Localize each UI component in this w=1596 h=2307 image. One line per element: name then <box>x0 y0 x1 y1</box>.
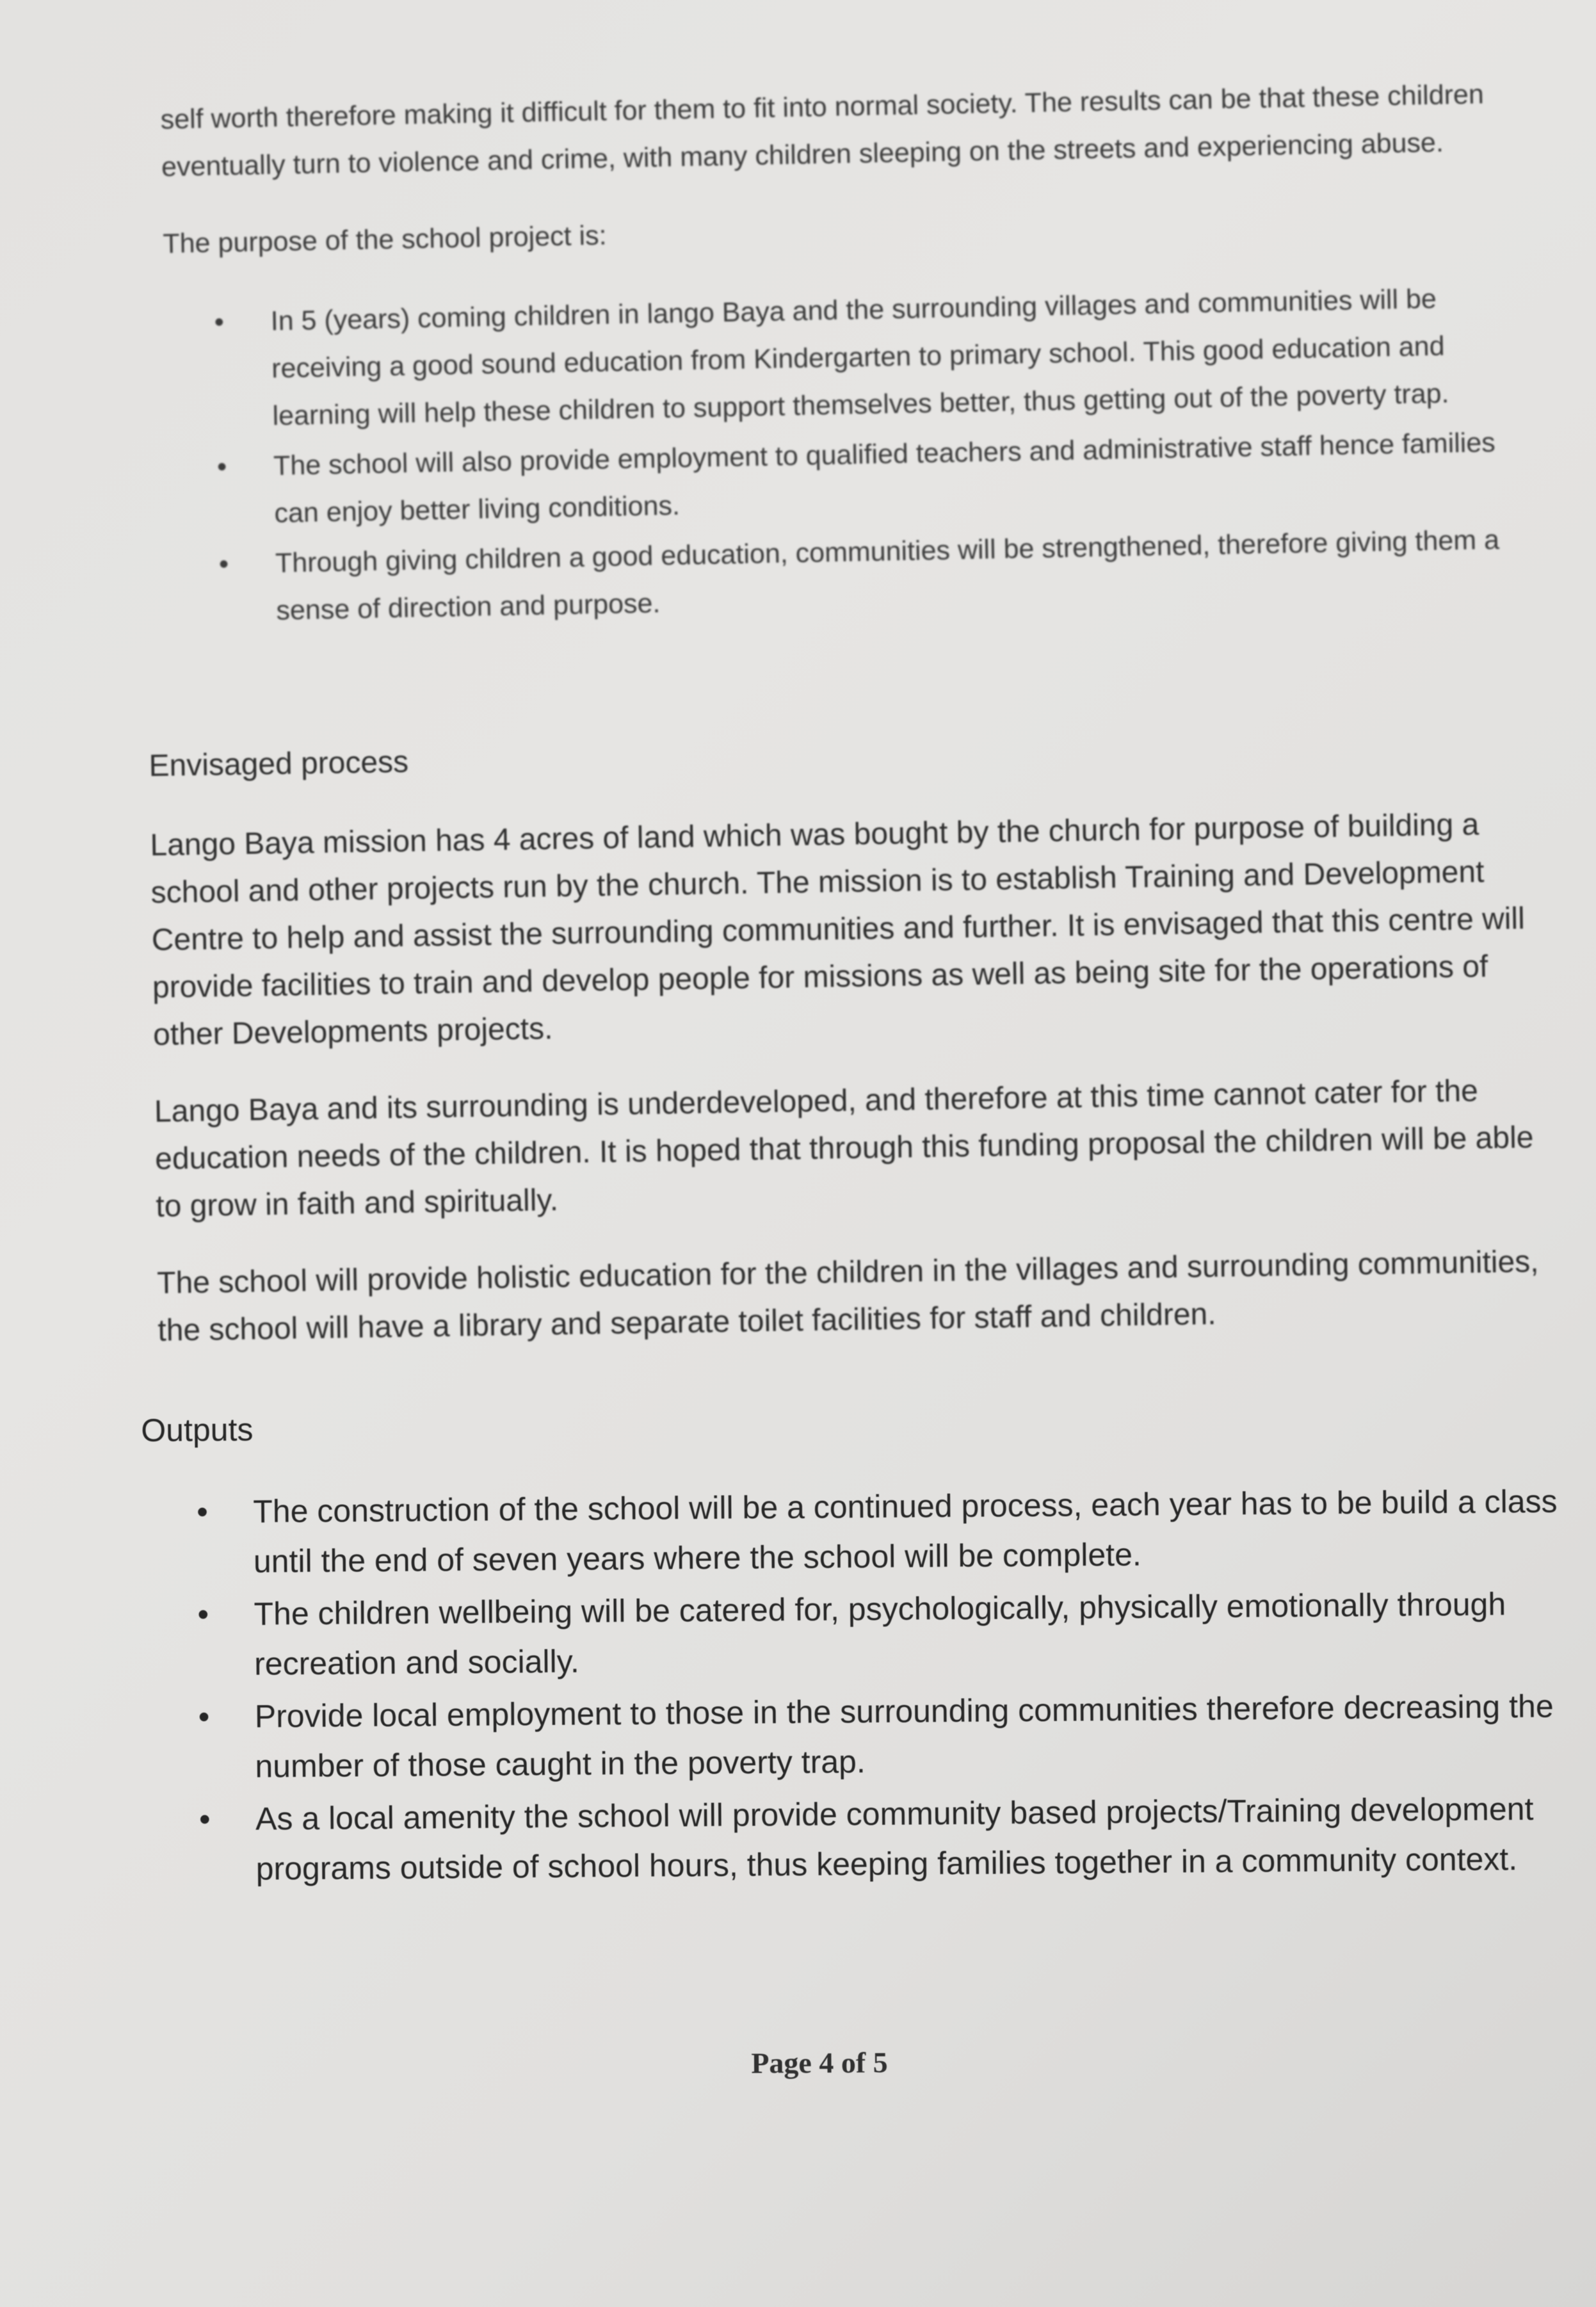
current-page-number: 4 <box>819 2046 834 2080</box>
process-paragraph: The school will provide holistic education for the children in the villages and surrounding communities, the school will have a library and separate toilet facilities for staff and children. <box>156 1244 1539 1348</box>
list-item-text: The school will also provide employment to qualified teachers and administrative staff hence families can enjoy better living conditions. <box>273 427 1496 529</box>
bullet-icon: • <box>216 451 227 483</box>
list-item-text: Provide local employment to those in the surrounding communities therefore decreasing the number of those caught in the poverty trap. <box>254 1688 1554 1785</box>
bullet-icon: • <box>218 549 229 580</box>
page-word: Page <box>751 2046 812 2080</box>
intro-paragraph: self worth therefore making it difficult for them to fit into normal society. The results can be that these children eventually turn to violence and crime, with many children sleeping on the streets and experiencing abuse. <box>160 79 1485 182</box>
upper-section <box>160 70 1515 660</box>
bullet-icon: • <box>214 307 225 338</box>
list-item-text: In 5 (years) coming children in lango Baya and the surrounding villages and communities will be receiving a good sound education from Kindergarten to primary school. This good education and learning will help these children to support themselves better, thus getting out of the poverty trap. <box>270 283 1449 432</box>
outputs-list-item <box>151 1578 1577 1689</box>
bullet-icon: • <box>198 1801 211 1838</box>
purpose-heading: The purpose of the school project is: <box>162 220 607 259</box>
purpose-list <box>168 274 1515 636</box>
process-heading: Envisaged process <box>149 745 409 783</box>
list-item-text: Through giving children a good education, communities will be strengthened, therefore giving them a sense of direction and purpose. <box>275 524 1500 626</box>
list-item-text: The construction of the school will be a continued process, each year has to be build a class until the end of seven years where the school will be complete. <box>253 1483 1558 1580</box>
of-word: of <box>841 2046 866 2079</box>
process-paragraph: Lango Baya mission has 4 acres of land which was bought by the church for purpose of building a school and other projects run by the church. The mission is to establish Training and Development Centre to help and assist the surrounding communities and further. It is envisaged that this centre will provide facilities to train and develop people for missions as well as being site for the operations of other Developments projects. <box>150 807 1526 1052</box>
outputs-list <box>150 1476 1579 1894</box>
list-item-text: The children wellbeing will be catered for, psychologically, physically emotionally through recreation and socially. <box>254 1586 1506 1682</box>
outputs-list-item <box>152 1681 1578 1792</box>
process-section <box>149 721 1554 1384</box>
outputs-section <box>141 1394 1579 1918</box>
outputs-list-item <box>150 1476 1576 1587</box>
purpose-list-item <box>168 274 1511 442</box>
bullet-icon: • <box>198 1699 210 1735</box>
outputs-list-item <box>153 1783 1579 1894</box>
bullet-icon: • <box>197 1596 209 1633</box>
list-item-text: As a local amenity the school will provide community based projects/Training development programs outside of school hours, thus keeping families together in a community context. <box>255 1790 1534 1887</box>
bullet-icon: • <box>197 1494 209 1530</box>
page-number-footer <box>707 2045 931 2080</box>
process-paragraph: Lango Baya and its surrounding is underdeveloped, and therefore at this time cannot cater for the education needs of the children. It is hoped that through this funding proposal the children will be able to grow in faith and spiritually. <box>154 1074 1534 1224</box>
total-pages-number: 5 <box>873 2046 888 2079</box>
outputs-heading: Outputs <box>141 1411 254 1448</box>
